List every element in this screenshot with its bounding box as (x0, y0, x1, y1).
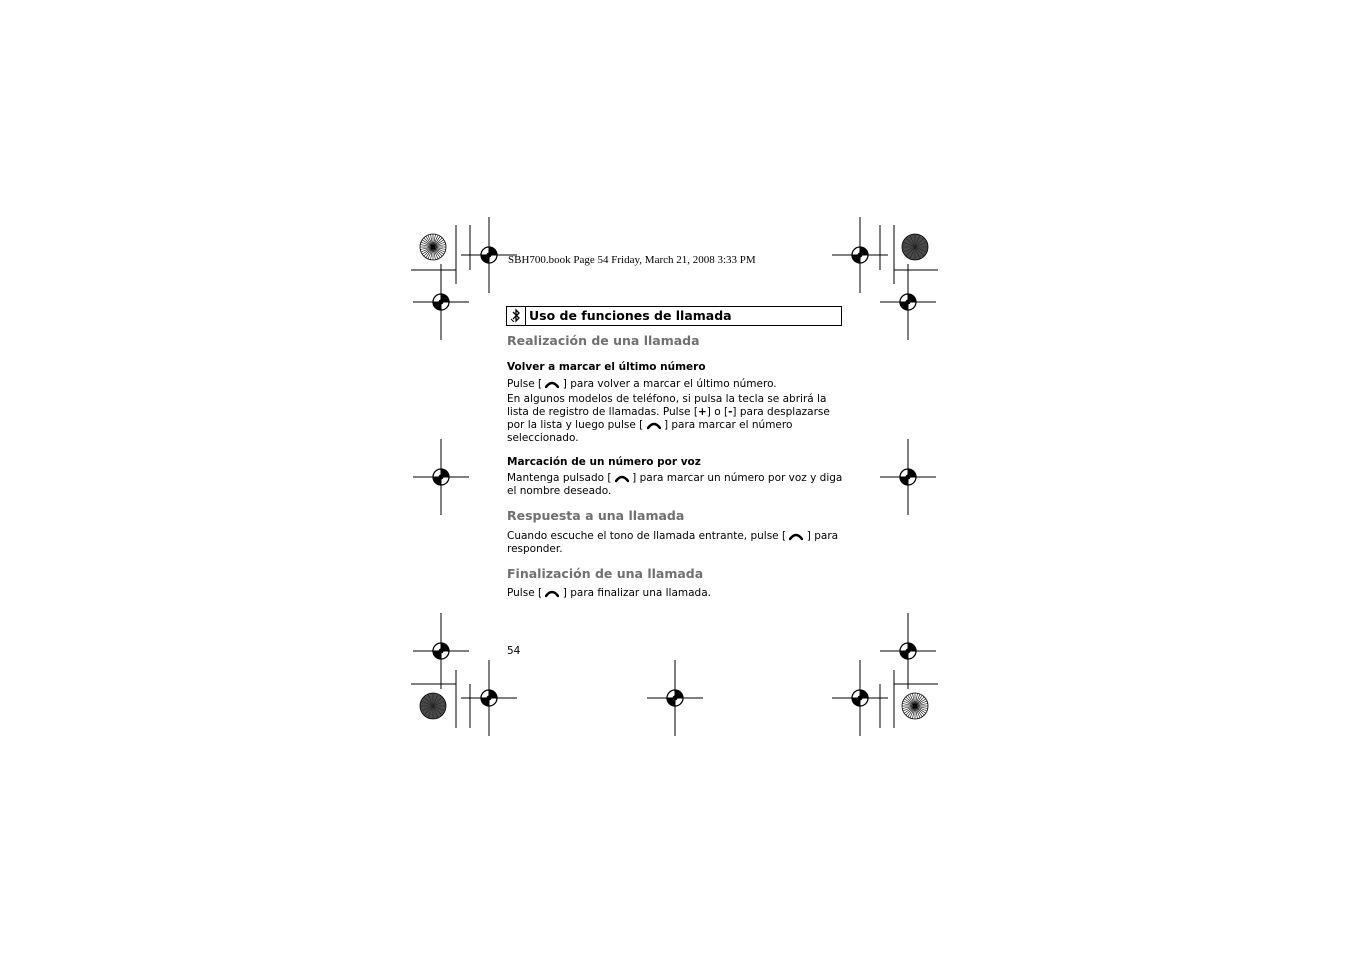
registration-mark (880, 264, 936, 340)
paragraph-respuesta: Cuando escuche el tono de llamada entrante, pulse [ ] para responder. (507, 530, 839, 555)
heading-finalizacion: Finalización de una llamada (507, 566, 704, 581)
registration-mark (461, 660, 517, 736)
registration-mark (647, 660, 703, 736)
page-number: 54 (507, 645, 521, 657)
registration-mark (413, 264, 469, 340)
phone-call-key-icon (647, 421, 661, 430)
heading-respuesta: Respuesta a una llamada (507, 508, 685, 523)
registration-mark (413, 439, 469, 515)
paragraph-marcacion-voz: Mantenga pulsado [ ] para marcar un número por voz y diga el nombre deseado. (507, 472, 843, 497)
subheading-rellamada: Volver a marcar el último número (507, 361, 706, 373)
section-icon-box (507, 307, 526, 325)
color-target-dark (420, 693, 446, 719)
phone-call-key-icon (789, 532, 803, 541)
registration-mark (880, 439, 936, 515)
bluetooth-icon (507, 307, 525, 325)
color-target-dark (902, 234, 928, 260)
registration-mark (413, 613, 469, 689)
color-target-light (420, 234, 446, 260)
paragraph-rellamada-1: Pulse [ ] para volver a marcar el último número. (507, 378, 777, 390)
heading-realizacion: Realización de una llamada (507, 333, 700, 348)
phone-call-key-icon (545, 589, 559, 598)
phone-call-key-icon (545, 380, 559, 389)
paragraph-rellamada-2: En algunos modelos de teléfono, si pulsa la tecla se abrirá la lista de registro de llamadas. Pulse [+] o [-] para desplazarse por la lista y luego pulse [ ] para marcar el número seleccionado. (507, 393, 830, 444)
paragraph-finalizacion: Pulse [ ] para finalizar una llamada. (507, 587, 711, 599)
section-header (506, 306, 842, 326)
subheading-marcacion-voz: Marcación de un número por voz (507, 456, 701, 468)
registration-mark (880, 613, 936, 689)
phone-call-key-icon (615, 474, 629, 483)
section-title: Uso de funciones de llamada (529, 308, 732, 323)
color-target-light (902, 693, 928, 719)
print-slug: SBH700.book Page 54 Friday, March 21, 2008 3:33 PM (508, 254, 756, 266)
